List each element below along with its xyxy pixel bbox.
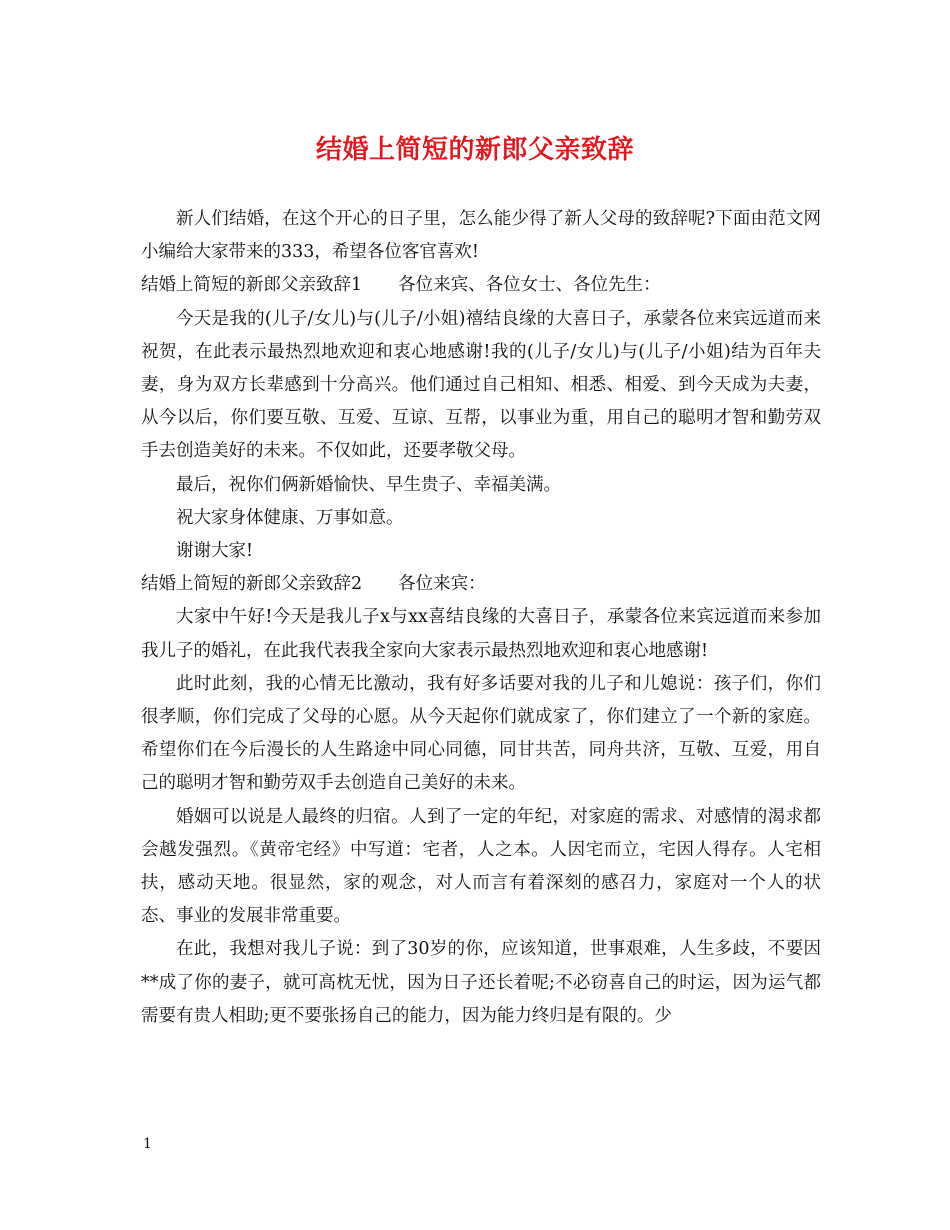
section-heading-1	[141, 269, 821, 302]
section-title-1: 结婚上简短的新郎父亲致辞1	[141, 275, 363, 296]
section-title-2: 结婚上简短的新郎父亲致辞2	[141, 574, 363, 595]
section-heading-2	[141, 568, 821, 601]
body-paragraph: 今天是我的(儿子/女儿)与(儿子/小姐)禧结良缘的大喜日子，承蒙各位来宾远道而来祝贺，在此表示最热烈地欢迎和衷心地感谢!我的(儿子/女儿)与(儿子/小姐)结为百年夫妻，身为双方长辈感到十分高兴。他们通过自己相知、相悉、相爱、到今天成为夫妻，从今以后，你们要互敬、互爱、互谅、互帮，以事业为重，用自己的聪明才智和勤劳双手去创造美好的未来。不仅如此，还要孝敬父母。	[141, 308, 821, 462]
document-title: 结婚上简短的新郎父亲致辞	[315, 135, 634, 165]
body-paragraph: 大家中午好!今天是我儿子x与xx喜结良缘的大喜日子，承蒙各位来宾远道而来参加我儿子的婚礼，在此我代表我全家向大家表示最热烈地欢迎和衷心地感谢!	[141, 607, 821, 661]
body-paragraph: 婚姻可以说是人最终的归宿。人到了一定的年纪，对家庭的需求、对感情的渴求都会越发强烈。《黄帝宅经》中写道：宅者，人之本。人因宅而立，宅因人得存。人宅相扶，感动天地。很显然，家的观念，对人而言有着深刻的感召力，家庭对一个人的状态、事业的发展非常重要。	[141, 806, 821, 927]
body-paragraph: 谢谢大家!	[176, 541, 254, 562]
intro-paragraph: 新人们结婚，在这个开心的日子里，怎么能少得了新人父母的致辞呢?下面由范文网小编给大家带来的333，希望各位客官喜欢!	[141, 209, 821, 263]
document-body	[141, 203, 821, 1033]
body-paragraph: 祝大家身体健康、万事如意。	[176, 507, 404, 528]
body-paragraph: 此时此刻，我的心情无比激动，我有好多话要对我的儿子和儿媳说：孩子们，你们很孝顺，你们完成了父母的心愿。从今天起你们就成家了，你们建立了一个新的家庭。希望你们在今后漫长的人生路途中同心同德，同甘共苦，同舟共济，互敬、互爱，用自己的聪明才智和勤劳双手去创造自己美好的未来。	[141, 673, 821, 794]
section-greeting-2: 各位来宾：	[398, 574, 486, 595]
body-paragraph: 最后，祝你们俩新婚愉快、早生贵子、幸福美满。	[176, 474, 561, 495]
body-paragraph: 在此，我想对我儿子说：到了30岁的你，应该知道，世事艰难，人生多歧，不要因**成了你的妻子，就可高枕无忧，因为日子还长着呢;不必窃喜自己的时运，因为运气都需要有贵人相助;更不要张扬自己的能力，因为能力终归是有限的。少	[141, 939, 821, 1026]
section-greeting-1: 各位来宾、各位女士、各位先生：	[398, 275, 661, 296]
page-number: 1	[143, 1136, 152, 1152]
